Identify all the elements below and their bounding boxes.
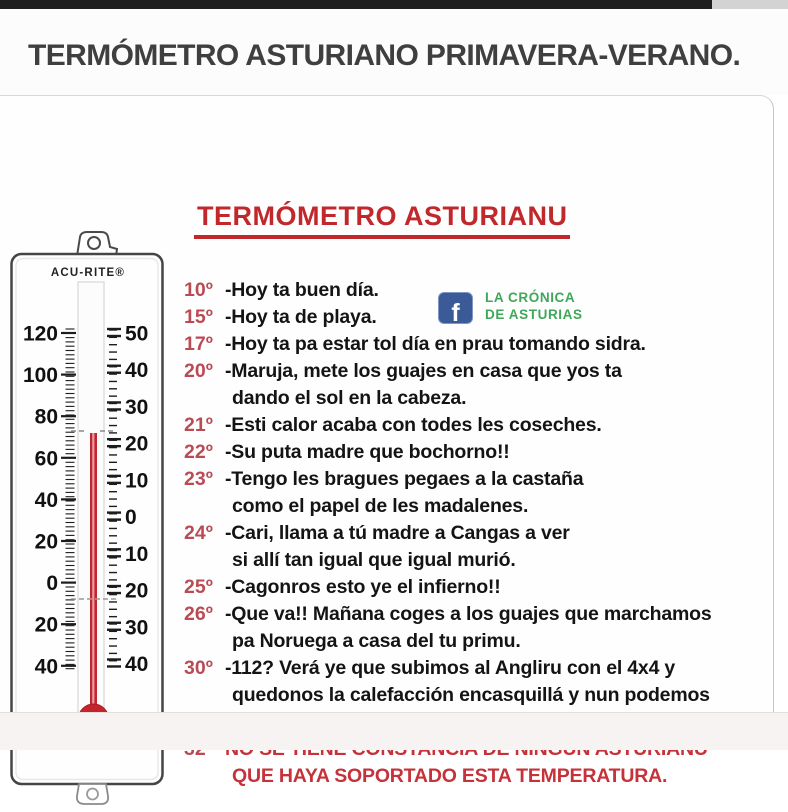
entry-text-line: si allí tan igual que igual murió.	[232, 549, 516, 571]
entry-temperature: 23º	[184, 468, 213, 490]
entry-text-line: dando el sol en la cabeza.	[232, 387, 467, 409]
badge-line1: LA CRÓNICA	[485, 290, 576, 305]
entry-text-line: -Su puta madre que bochorno!!	[225, 441, 510, 463]
scale-number: 30	[125, 395, 149, 419]
entry-row	[184, 466, 788, 520]
scale-number: 10	[125, 542, 149, 566]
meme-image	[0, 95, 774, 787]
entry-temperature: 21º	[184, 414, 213, 436]
entry-row	[184, 304, 788, 331]
entry-temperature: 26º	[184, 603, 213, 625]
scale-number: 40	[34, 655, 58, 679]
entry-row	[184, 520, 788, 574]
entry-row	[184, 277, 788, 304]
entry-text	[225, 439, 510, 466]
scale-number: 80	[34, 405, 58, 429]
entry-text	[225, 412, 602, 439]
entry-text	[225, 331, 646, 358]
entry-row	[184, 358, 788, 412]
hanger-hole-bottom-icon	[87, 789, 98, 800]
meme-title: TERMÓMETRO ASTURIANU	[194, 201, 570, 239]
entry-text-line: -Que va!! Mañana coges a los guajes que marchamos	[225, 603, 712, 625]
page-title: TERMÓMETRO ASTURIANO PRIMAVERA-VERANO.	[28, 39, 741, 72]
entry-text	[225, 574, 501, 601]
entry-temperature: 17º	[184, 333, 213, 355]
scale-number: 0	[46, 572, 58, 596]
scale-number: 40	[125, 652, 149, 676]
entry-text	[225, 277, 379, 304]
entry-text-line: -Hoy ta pa estar tol día en prau tomando sidra.	[225, 333, 646, 355]
entry-text-line: -Hoy ta buen día.	[225, 279, 379, 301]
entry-text-line: QUE HAYA SOPORTADO ESTA TEMPERATURA.	[232, 765, 668, 787]
entry-text-line: -Tengo les bragues pegaes a la castaña	[225, 468, 584, 490]
scale-number: 20	[34, 530, 58, 554]
entry-temperature: 10º	[184, 279, 213, 301]
entry-text	[225, 358, 622, 412]
entry-temperature: 30º	[184, 657, 213, 679]
entry-row	[184, 601, 788, 655]
mercury-column-highlight	[92, 433, 94, 711]
scale-number: 60	[34, 447, 58, 471]
entry-text-line: -Hoy ta de playa.	[225, 306, 377, 328]
entry-text	[225, 466, 583, 520]
scale-number: 10	[125, 469, 149, 493]
entry-temperature: 15º	[184, 306, 213, 328]
entry-text	[225, 601, 712, 655]
thermometer-brand: ACU-RITE®	[50, 267, 126, 279]
entry-row	[184, 574, 788, 601]
entry-text-line: -Esti calor acaba con todes les coseches.	[225, 414, 602, 436]
entry-text-line: -Cagonros esto ye el infierno!!	[225, 576, 501, 598]
scale-number: 40	[34, 488, 58, 512]
scale-number: 30	[125, 616, 149, 640]
entry-temperature: 24º	[184, 522, 213, 544]
scale-number: 20	[125, 579, 149, 603]
entry-text-line: -Cari, llama a tú madre a Cangas a ver	[225, 522, 570, 544]
status-bar-light-segment	[712, 0, 788, 9]
badge-line2: DE ASTURIAS	[485, 307, 583, 322]
entry-text-line: pa Noruega a casa del tu primu.	[232, 630, 521, 652]
facebook-icon: f	[438, 292, 473, 324]
entry-row	[184, 331, 788, 358]
entry-text-line: -Maruja, mete los guajes en casa que yos ta	[225, 360, 622, 382]
scale-number: 20	[34, 613, 58, 637]
entry-text	[225, 520, 570, 574]
entry-temperature: 22º	[184, 441, 213, 463]
entry-text-line: -112? Verá ye que subimos al Angliru con el 4x4 y	[225, 657, 676, 679]
entry-row	[184, 412, 788, 439]
entry-temperature: 25º	[184, 576, 213, 598]
scale-number: 50	[125, 322, 149, 346]
bottom-strip	[0, 712, 788, 750]
entry-temperature: 20º	[184, 360, 213, 382]
hanger-hole-top-icon	[88, 237, 100, 249]
scale-number: 100	[22, 364, 58, 388]
status-bar	[0, 0, 788, 9]
entry-text-line: como el papel de les madalenes.	[232, 495, 529, 517]
scale-number: 0	[125, 506, 137, 530]
entry-row	[184, 439, 788, 466]
scale-number: 40	[125, 359, 149, 383]
scale-number: 120	[22, 322, 58, 346]
entry-text	[225, 304, 377, 331]
scale-number: 20	[125, 432, 149, 456]
outer-header	[0, 9, 788, 95]
entry-text-line: quedonos la calefacción encasquillá y nun podemos	[232, 684, 710, 706]
